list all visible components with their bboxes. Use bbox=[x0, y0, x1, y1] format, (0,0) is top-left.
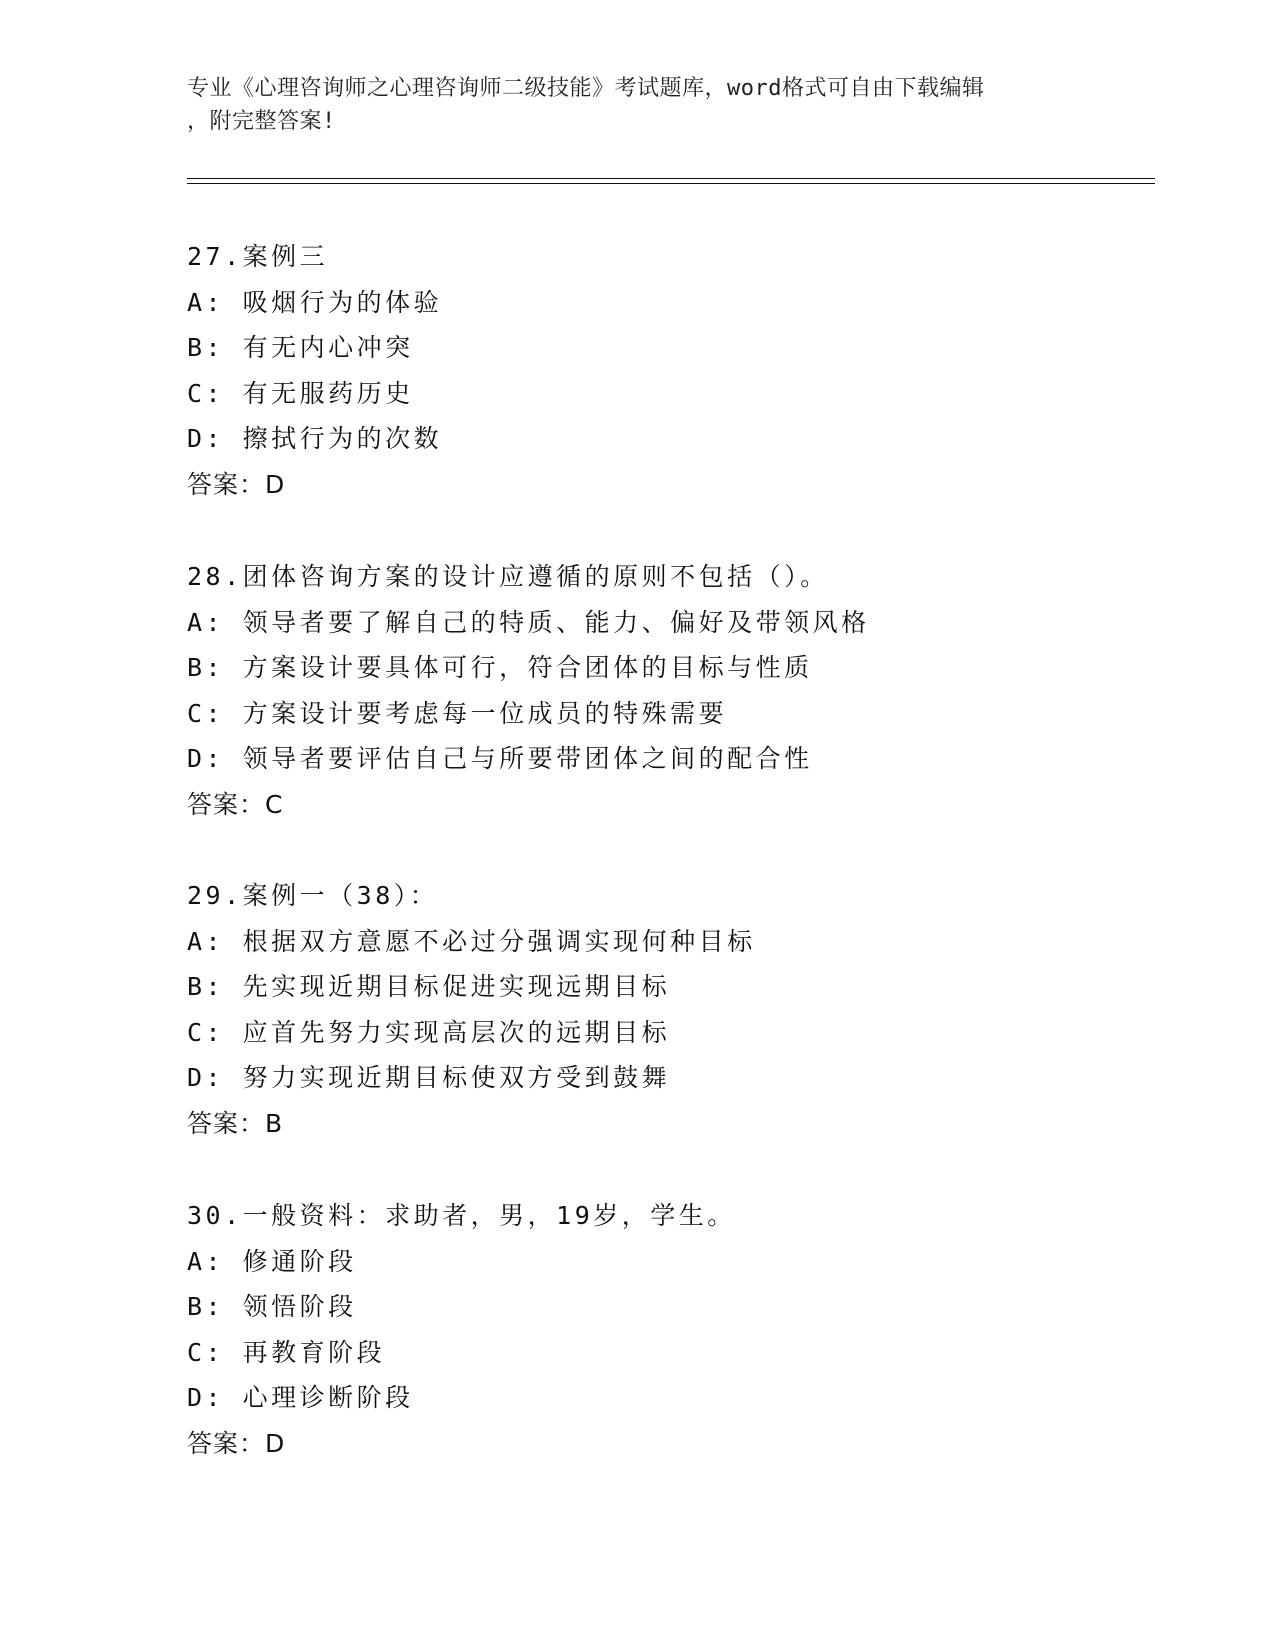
question-30 bbox=[187, 1193, 1187, 1467]
option-a: A: 领导者要了解自己的特质、能力、偏好及带领风格 bbox=[187, 607, 870, 637]
question-stem: 29.案例一（38）： bbox=[187, 881, 439, 910]
answer: 答案：B bbox=[187, 1108, 284, 1138]
option-c: C: 有无服药历史 bbox=[187, 378, 414, 408]
question-28 bbox=[187, 554, 1187, 828]
answer: 答案：C bbox=[187, 789, 284, 819]
header-line-2: ，附完整答案! bbox=[187, 109, 336, 134]
question-stem: 28.团体咨询方案的设计应遵循的原则不包括（）。 bbox=[187, 562, 829, 591]
header-divider-bottom bbox=[187, 183, 1155, 184]
header-divider-top bbox=[187, 178, 1155, 179]
document-header bbox=[187, 72, 1087, 138]
question-27 bbox=[187, 234, 1187, 508]
option-b: B: 方案设计要具体可行，符合团体的目标与性质 bbox=[187, 653, 813, 683]
option-c: C: 再教育阶段 bbox=[187, 1337, 386, 1367]
option-b: B: 领悟阶段 bbox=[187, 1292, 357, 1322]
answer: 答案：D bbox=[187, 1428, 286, 1458]
option-c: C: 方案设计要考虑每一位成员的特殊需要 bbox=[187, 698, 728, 728]
option-a: A: 修通阶段 bbox=[187, 1246, 357, 1276]
question-stem: 30.一般资料：求助者，男，19岁，学生。 bbox=[187, 1201, 736, 1230]
option-d: D: 心理诊断阶段 bbox=[187, 1383, 414, 1413]
option-d: D: 擦拭行为的次数 bbox=[187, 424, 443, 454]
question-stem: 27.案例三 bbox=[187, 242, 329, 271]
option-d: D: 领导者要评估自己与所要带团体之间的配合性 bbox=[187, 744, 813, 774]
option-c: C: 应首先努力实现高层次的远期目标 bbox=[187, 1017, 671, 1047]
answer: 答案：D bbox=[187, 469, 286, 499]
header-line-1: 专业《心理咨询师之心理咨询师二级技能》考试题库，word格式可自由下载编辑 bbox=[187, 76, 985, 101]
option-b: B: 先实现近期目标促进实现远期目标 bbox=[187, 972, 671, 1002]
option-d: D: 努力实现近期目标使双方受到鼓舞 bbox=[187, 1063, 671, 1093]
option-a: A: 根据双方意愿不必过分强调实现何种目标 bbox=[187, 926, 756, 956]
option-b: B: 有无内心冲突 bbox=[187, 333, 414, 363]
question-29 bbox=[187, 873, 1187, 1147]
option-a: A: 吸烟行为的体验 bbox=[187, 287, 443, 317]
